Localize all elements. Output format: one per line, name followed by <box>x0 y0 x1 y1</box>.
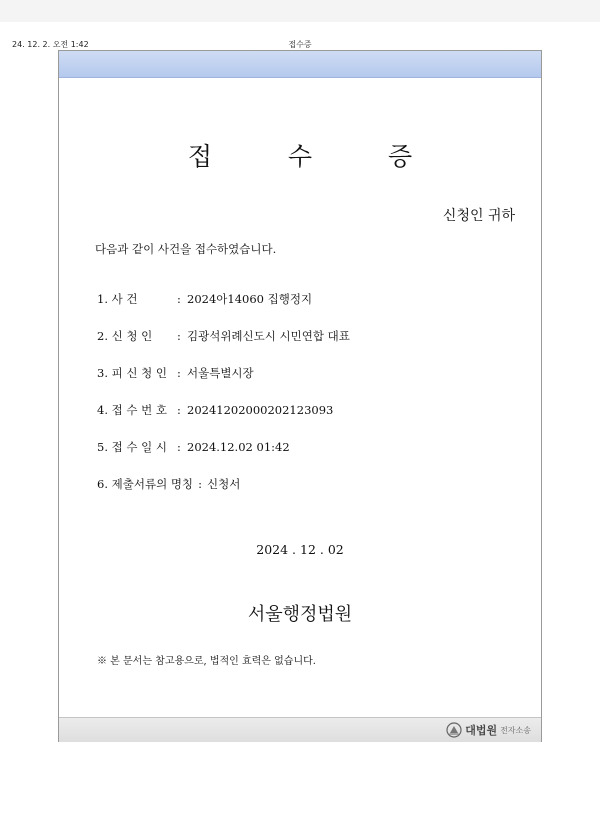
field-value: 김광석위례신도시 시민연합 대표 <box>187 329 350 343</box>
field-value: 서울특별시장 <box>187 366 254 380</box>
issue-date: 2024 . 12 . 02 <box>256 542 344 557</box>
field-case: 1. 사 건 : 2024아14060 집행정지 <box>97 292 313 306</box>
field-label: 6. 제출서류의 명칭 <box>97 477 194 491</box>
field-receipt-datetime: 5. 접 수 일 시 : 2024.12.02 01:42 <box>97 440 290 454</box>
court-logo <box>446 721 531 739</box>
intro-text: 다음과 같이 사건을 접수하였습니다. <box>95 242 277 256</box>
field-label: 3. 피 신 청 인 <box>97 366 168 380</box>
print-datetime: 24. 12. 2. 오전 1:42 <box>12 40 89 49</box>
court-name: 서울행정법원 <box>247 604 353 625</box>
logo-name: 대법원 <box>465 724 498 737</box>
document-title: 접 수 증 <box>187 142 447 171</box>
field-value: 20241202000202123093 <box>187 403 334 417</box>
field-label: 5. 접 수 일 시 <box>97 440 168 454</box>
field-document-name: 6. 제출서류의 명칭 : 신청서 <box>97 477 241 491</box>
field-label: 2. 신 청 인 <box>97 329 153 343</box>
disclaimer-note: ※ 본 문서는 참고용으로, 법적인 효력은 없습니다. <box>97 656 316 667</box>
field-value: 2024.12.02 01:42 <box>187 440 290 454</box>
court-emblem-icon <box>446 722 462 738</box>
logo-subtitle: 전자소송 <box>500 725 531 735</box>
field-value: 신청서 <box>207 477 241 491</box>
document-footer <box>59 717 541 742</box>
print-page-title: 접수증 <box>288 40 312 49</box>
field-label: 1. 사 건 <box>97 292 138 306</box>
field-value: 2024아14060 집행정지 <box>187 292 313 306</box>
field-label: 4. 접 수 번 호 <box>97 403 168 417</box>
field-applicant: 2. 신 청 인 : 김광석위례신도시 시민연합 대표 <box>97 329 350 343</box>
field-respondent: 3. 피 신 청 인 : 서울특별시장 <box>97 366 254 380</box>
print-header <box>0 37 600 51</box>
addressee: 신청인 귀하 <box>442 208 515 224</box>
document-top-bar <box>59 51 541 78</box>
field-receipt-number: 4. 접 수 번 호 : 20241202000202123093 <box>97 403 334 417</box>
receipt-document <box>58 50 542 742</box>
top-strip <box>0 0 600 22</box>
